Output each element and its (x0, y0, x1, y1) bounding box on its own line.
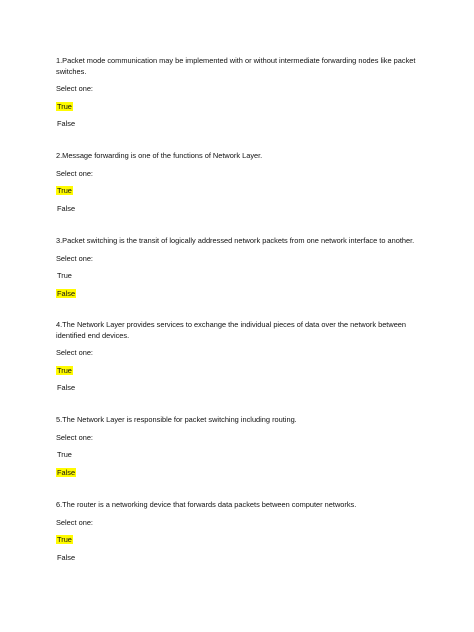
question-1-option-false: False (57, 119, 76, 129)
question-3-option-true: True (57, 271, 72, 281)
question-5-option-true: True (57, 450, 72, 460)
question-1-select-label: Select one: (56, 84, 93, 94)
question-5-text: 5.The Network Layer is responsible for packet switching including routing. (56, 415, 297, 424)
question-2-text: 2.Message forwarding is one of the functions of Network Layer. (56, 151, 263, 160)
question-6-option-true: True (57, 535, 72, 545)
question-4-text: 4.The Network Layer provides services to exchange the individual pieces of data over the network between identified end devices. (56, 320, 407, 340)
question-2-option-false: False (57, 203, 76, 213)
question-3-select-label: Select one: (56, 253, 93, 263)
question-4-select-label: Select one: (56, 348, 93, 358)
question-3-text: 3.Packet switching is the transit of logically addressed network packets from one network interface to another. (56, 236, 415, 245)
question-1-text: 1.Packet mode communication may be implemented with or without intermediate forwarding nodes like packet switches. (56, 56, 416, 76)
question-6-option-false: False (57, 552, 76, 562)
question-2-select-label: Select one: (56, 168, 93, 178)
question-5-option-false: False (57, 467, 76, 477)
question-6-select-label: Select one: (56, 517, 93, 527)
question-4-option-false: False (57, 383, 76, 393)
question-4-option-true: True (57, 365, 72, 375)
question-2 (56, 151, 421, 214)
question-3-option-false: False (57, 288, 76, 298)
question-1-option-true: True (57, 101, 72, 111)
question-6 (56, 500, 421, 563)
question-4 (56, 320, 421, 394)
question-2-option-true: True (57, 186, 72, 196)
question-3 (56, 236, 421, 299)
question-5 (56, 415, 421, 478)
question-5-select-label: Select one: (56, 432, 93, 442)
question-1 (56, 56, 421, 130)
question-6-text: 6.The router is a networking device that forwards data packets between computer networks. (56, 500, 357, 509)
